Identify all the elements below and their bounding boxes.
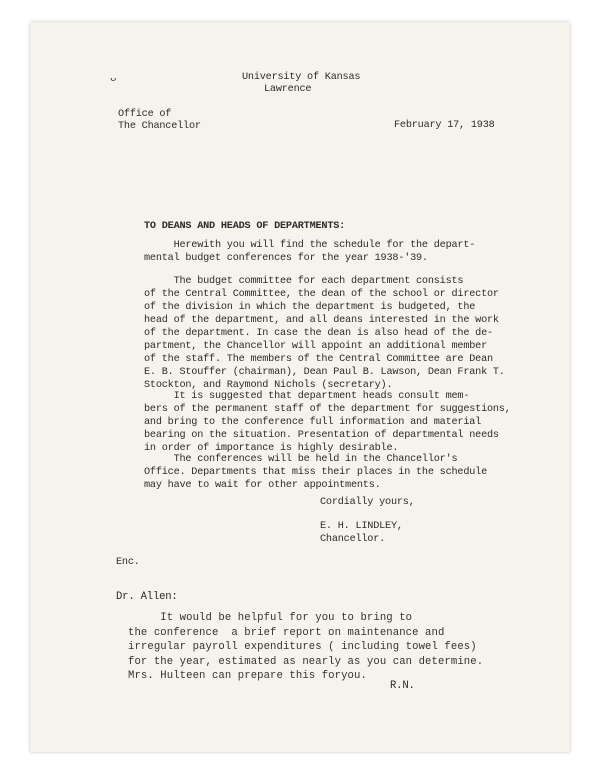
letterhead-university: University of Kansas bbox=[242, 72, 361, 83]
paragraph-line: may have to wait for other appointments. bbox=[144, 480, 381, 491]
paragraph-line: bearing on the situation. Presentation of departmental needs bbox=[144, 430, 499, 441]
note-line: the conference a brief report on maintenance and bbox=[128, 626, 445, 639]
paragraph-line: The conferences will be held in the Chancellor's bbox=[144, 454, 458, 465]
enclosure: Enc. bbox=[116, 557, 140, 568]
paragraph-line: in order of importance is highly desirable. bbox=[144, 443, 399, 454]
paragraph-line: It is suggested that department heads consult mem- bbox=[144, 391, 470, 402]
paragraph-line: of the department. In case the dean is also head of the de- bbox=[144, 328, 493, 339]
paragraph-line: of the staff. The members of the Central Committee are Dean bbox=[144, 354, 493, 365]
paragraph-2 bbox=[144, 275, 505, 392]
note-greeting: Dr. Allen: bbox=[116, 591, 178, 603]
note-line: irregular payroll expenditures ( including towel fees) bbox=[128, 641, 477, 654]
pencil-mark: ᴗ bbox=[110, 73, 117, 85]
note-line: It would be helpful for you to bring to bbox=[128, 612, 413, 624]
paragraph-line: Herewith you will find the schedule for the depart- bbox=[144, 240, 476, 251]
handwritten-note-body bbox=[128, 611, 483, 684]
paragraph-3 bbox=[144, 390, 511, 455]
paragraph-line: of the Central Committee, the dean of the school or director bbox=[144, 289, 499, 300]
signature-name: E. H. LINDLEY, bbox=[320, 521, 403, 532]
paragraph-line: mental budget conferences for the year 1938-'39. bbox=[144, 253, 428, 264]
letter-date: February 17, 1938 bbox=[394, 120, 495, 131]
paragraph-line: of the division in which the department is budgeted, the bbox=[144, 302, 476, 313]
paragraph-line: The budget committee for each department consists bbox=[144, 276, 464, 287]
paragraph-line: Office. Departments that miss their places in the schedule bbox=[144, 467, 487, 478]
note-initials: R.N. bbox=[390, 680, 415, 692]
paragraph-4 bbox=[144, 453, 487, 492]
signature-title: Chancellor. bbox=[320, 534, 386, 545]
office-line-2: The Chancellor bbox=[118, 121, 201, 132]
paragraph-line: head of the department, and all deans interested in the work bbox=[144, 315, 499, 326]
closing: Cordially yours, bbox=[320, 497, 415, 508]
note-line: for the year, estimated as nearly as you can determine. bbox=[128, 655, 484, 668]
paragraph-line: and bring to the conference full information and material bbox=[144, 417, 482, 428]
salutation: TO DEANS AND HEADS OF DEPARTMENTS: bbox=[144, 221, 346, 232]
paragraph-line: partment, the Chancellor will appoint an additional member bbox=[144, 341, 487, 352]
letterhead-city: Lawrence bbox=[264, 84, 312, 95]
paragraph-line: Stockton, and Raymond Nichols (secretary). bbox=[144, 380, 393, 391]
letter-page bbox=[30, 22, 570, 752]
paragraph-line: E. B. Stouffer (chairman), Dean Paul B. Lawson, Dean Frank T. bbox=[144, 367, 505, 378]
paragraph-line: bers of the permanent staff of the department for suggestions, bbox=[144, 404, 511, 415]
office-line-1: Office of bbox=[118, 109, 172, 120]
paragraph-1 bbox=[144, 239, 475, 265]
note-line: Mrs. Hulteen can prepare this foryou. bbox=[128, 670, 367, 683]
